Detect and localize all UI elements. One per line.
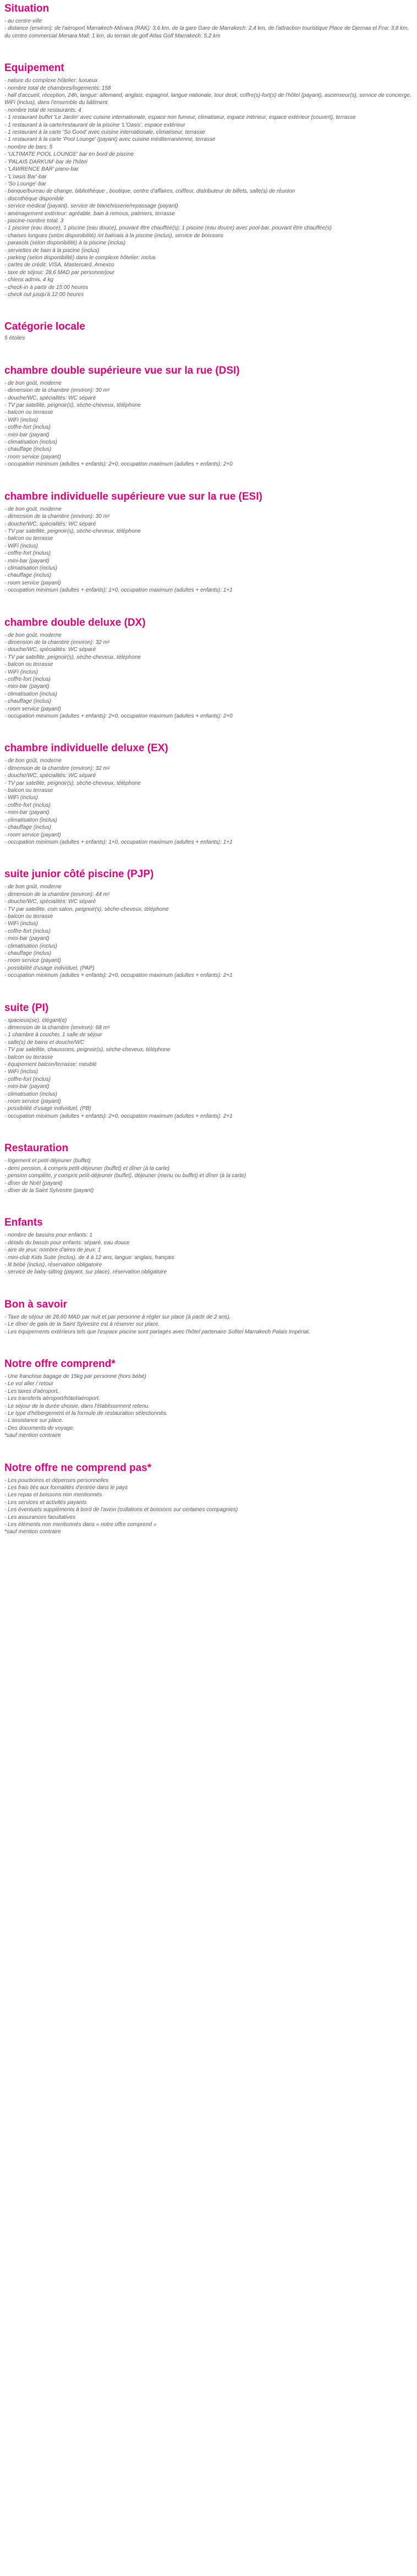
section-title: Situation xyxy=(4,3,50,14)
list-item: - service de baby-sitting (payant, sur place), réservation obligatoire xyxy=(4,1269,167,1276)
list-item: - aire de jeux: nombre d'aires de jeux: 1 xyxy=(4,1247,101,1254)
list-item: - service médical (payant), service de blanchisserie/repassage (payant) xyxy=(4,203,178,210)
list-item: - room service (payant) xyxy=(4,1098,61,1105)
list-item: - WiFi (inclus) xyxy=(4,1069,39,1075)
room-features xyxy=(4,380,413,468)
list-item: - 1 chambre à coucher, 1 salle de séjour xyxy=(4,1032,102,1038)
list-item: - room service (payant) xyxy=(4,705,61,712)
list-item: - Les éventuels suppléments à bord de l'avion (collations et boissons sur certaines compagnies) xyxy=(4,1507,238,1513)
room-section xyxy=(4,364,413,468)
section-title: Enfants xyxy=(4,1217,43,1229)
list-item: - room service (payant) xyxy=(4,453,61,460)
list-item: - 'L'oasis Bar'-bar xyxy=(4,173,47,180)
list-item: - TV par satellite, peignoir(s), sèche-cheveux, téléphone xyxy=(4,402,141,409)
list-item: - coffre-fort (inclus) xyxy=(4,424,51,431)
room-section xyxy=(4,742,413,846)
list-item: - douche/WC, spécialités: WC séparé xyxy=(4,521,96,527)
list-item: - logement et petit-déjeuner (buffet) xyxy=(4,1158,91,1164)
list-item: - Le vol aller / retour xyxy=(4,1381,53,1387)
list-item: - de bon goût, moderne xyxy=(4,506,62,512)
list-item: - nombre de bassins pour enfants: 1 xyxy=(4,1232,93,1239)
list-item: - L'assistance sur place. xyxy=(4,1418,63,1424)
list-item: - 'So Lounge'-bar xyxy=(4,181,47,187)
section-title: Restauration xyxy=(4,1142,69,1155)
list-item: - TV par satellite, peignoir(s), sèche-cheveux, téléphone xyxy=(4,780,141,786)
list-item: - mini-bar (payant) xyxy=(4,936,50,942)
section-bon-a-savoir xyxy=(4,1298,413,1336)
room-title: suite junior côté piscine (PJP) xyxy=(4,868,154,880)
list-item: - coffre-fort (inclus) xyxy=(4,550,51,557)
list-item: - Une franchise bagage de 15kg par personne (hors bébé) xyxy=(4,1373,146,1380)
list-item: - WiFi (inclus) xyxy=(4,795,39,801)
list-item: - dimension de la chambre (environ): 68 m² xyxy=(4,1025,110,1031)
list-item: - chaises longues (selon disponibilité) /et balinais à la piscine (inclus), service de boissons xyxy=(4,232,223,239)
list-item: - Taxe de séjour de 28,60 MAD par nuit et par personne à régler sur place (à partir de 2 ans). xyxy=(4,1314,231,1320)
room-section xyxy=(4,1002,413,1120)
info-list xyxy=(4,77,413,298)
list-item: - nombre total de chambres/logements: 158 xyxy=(4,85,111,91)
section-offre-ne-comprend-pas xyxy=(4,1462,413,1536)
list-item: - balcon ou terrasse xyxy=(4,787,53,794)
list-item: - 1 restaurant buffet 'Le Jardin' avec cuisine internationale, espace non fumeur, climatiseur, espace intérieur, espace extérieur (couvert), terrasse xyxy=(4,114,356,121)
info-list xyxy=(4,1314,413,1336)
list-item: - climatisation (inclus) xyxy=(4,439,58,446)
list-item: - TV par satellite, peignoir(s), sèche-cheveux, téléphone xyxy=(4,654,141,660)
list-item: - WiFi (inclus) xyxy=(4,543,39,549)
list-item: - balcon ou terrasse xyxy=(4,409,53,416)
list-item: - de bon goût, moderne xyxy=(4,884,62,890)
list-item: - mini-bar (payant) xyxy=(4,431,50,438)
list-item: - cartes de crédit: VISA, Mastercard, Amexco xyxy=(4,262,114,269)
list-item: - coffre-fort (inclus) xyxy=(4,1076,51,1082)
list-item: - mini-bar (payant) xyxy=(4,1084,50,1090)
section-categorie xyxy=(4,320,413,342)
list-item: - room service (payant) xyxy=(4,958,61,964)
list-item: - douche/WC, spécialités: WC séparé xyxy=(4,395,96,401)
list-item: - occupation minimum (adultes + enfants): 2+0, occupation maximum (adultes + enfants): 2+1 xyxy=(4,972,233,979)
list-item: - Les repas et boissons non mentionnés xyxy=(4,1492,102,1498)
list-item: - WiFi (inclus) xyxy=(4,669,39,675)
room-title: chambre individuelle deluxe (EX) xyxy=(4,742,168,754)
list-item: - mini-club Kids Suite (inclus), de 4 à 12 ans, langue: anglais, français xyxy=(4,1254,174,1261)
info-list xyxy=(4,1477,413,1536)
list-item: - climatisation (inclus) xyxy=(4,943,58,949)
list-item: - douche/WC, spécialités: WC séparé xyxy=(4,647,96,653)
list-item: - Le séjour de la durée choisie, dans l'établissement retenu. xyxy=(4,1403,150,1409)
list-item: - occupation minimum (adultes + enfants): 2+0, occupation maximum (adultes + enfants): 2+0 xyxy=(4,461,233,468)
list-item: - occupation minimum (adultes + enfants): 2+0, occupation maximum (adultes + enfants): 2+1 xyxy=(4,1113,233,1119)
list-item: - climatisation (inclus) xyxy=(4,1091,58,1097)
list-item: - coffre-fort (inclus) xyxy=(4,676,51,682)
list-item: - serviettes de bain à la piscine (inclus) xyxy=(4,247,100,254)
list-item: - Les équipements extérieurs tels que l'espace piscine sont partagés avec l'hôtel partenaire Sofitel Marrakech Palais Impérial. xyxy=(4,1328,310,1335)
list-item: - possibilité d'usage individuel, (PB) xyxy=(4,1106,91,1112)
list-item: - au centre-ville xyxy=(4,18,42,24)
list-item: - chauffage (inclus) xyxy=(4,824,52,831)
section-title: Catégorie locale xyxy=(4,321,85,333)
list-item: - check-in à partir de 15:00 heures xyxy=(4,284,89,291)
list-item: - 'LAWRENCE BAR' piano-bar xyxy=(4,166,79,173)
section-title: Notre offre comprend* xyxy=(4,1358,116,1370)
list-item: - dimension de la chambre (environ): 30 m² xyxy=(4,513,110,520)
room-title: chambre individuelle supérieure vue sur la rue (ESI) xyxy=(4,490,262,502)
list-item: - nombre de bars: 5 xyxy=(4,144,53,150)
list-item: - 1 piscine (eau douce), 1 piscine (eau douce), pouvant être chauffée(s); 1 piscine (eau douce) avec pool-bar, pouvant être chauffée(s) xyxy=(4,225,332,232)
list-item: - occupation minimum (adultes + enfants): 1+0, occupation maximum (adultes + enfants): 1+1 xyxy=(4,839,233,845)
room-features xyxy=(4,757,413,846)
list-item: - balcon ou terrasse xyxy=(4,1054,53,1060)
list-item: - Les frais liés aux formalités d'entrée dans le pays xyxy=(4,1485,128,1491)
list-item: - Les assurances facultatives xyxy=(4,1514,75,1521)
list-item: - spacieux(se), élégant(e) xyxy=(4,1017,67,1024)
list-item: - douche/WC, spécialités: WC séparé xyxy=(4,899,96,905)
list-item: - occupation minimum (adultes + enfants): 1+0, occupation maximum (adultes + enfants): 1+1 xyxy=(4,587,233,594)
list-item: - dimension de la chambre (environ): 32 m² xyxy=(4,639,110,646)
list-item: - discothèque disponible xyxy=(4,195,64,202)
room-title: suite (PI) xyxy=(4,1002,49,1014)
list-item: - de bon goût, moderne xyxy=(4,632,62,638)
room-features xyxy=(4,506,413,594)
list-item: - balcon ou terrasse xyxy=(4,661,53,668)
list-item: - climatisation (inclus) xyxy=(4,817,58,823)
list-item: - 'ULTIMATE POOL LOUNGE' bar en bord de piscine xyxy=(4,151,134,158)
list-item: - salle(s) de bains et douche/WC xyxy=(4,1039,85,1046)
list-item: - balcon ou terrasse xyxy=(4,913,53,920)
room-section xyxy=(4,868,413,979)
room-section xyxy=(4,490,413,594)
list-item: - 1 restaurant à la carte/restaurant de la piscine 'L'Oasis', espace extérieur xyxy=(4,122,185,128)
rating-text: 5 étoiles xyxy=(4,335,25,342)
room-list xyxy=(4,364,413,1142)
list-item: - Les éléments non mentionnés dans « notre offre comprend » xyxy=(4,1522,157,1528)
list-item: - distance (environ): de l'aéroport Marrakech-Ménara (RAK): 3,6 km, de la gare Gare de Marrakech: 2,4 km, de l'attraction touristique Place de Djemaa el Fna: 3,8 km, du centre commercial Menara Mall: 1 km, du terrain de golf Atlas Golf Marrakech: 5,2 km xyxy=(4,25,411,39)
list-item: - room service (payant) xyxy=(4,579,61,586)
list-item: - parking (selon disponibilité) dans le complexe hôtelier: inclus xyxy=(4,254,156,261)
list-item: - banque/bureau de change, bibliothèque , boutique, centre d'affaires, coiffeur, distributeur de billets, salle(s) de réunion xyxy=(4,188,295,195)
list-item: - 1 restaurant à la carte 'Pool Lounge' (payant) avec cuisine méditerranéenne, terrasse xyxy=(4,136,216,143)
list-item: - chauffage (inclus) xyxy=(4,446,52,453)
list-item: - dimension de la chambre (environ): 44 m² xyxy=(4,891,110,898)
list-item: - WiFi (inclus) xyxy=(4,417,39,423)
list-item: *sauf mention contraire xyxy=(4,1529,61,1535)
section-enfants xyxy=(4,1216,413,1276)
room-title: chambre double deluxe (DX) xyxy=(4,616,146,628)
list-item: - lit bébé (inclus), réservation obligatoire xyxy=(4,1261,102,1268)
list-item: - climatisation (inclus) xyxy=(4,691,58,697)
list-item: - coffre-fort (inclus) xyxy=(4,802,51,808)
section-equipement xyxy=(4,62,413,298)
list-item: - chauffage (inclus) xyxy=(4,572,52,579)
info-list xyxy=(4,18,413,40)
list-item: - coffre-fort (inclus) xyxy=(4,928,51,934)
list-item: - demi pension, à compris petit-déjeuner (buffet) et dîner (à la carte) xyxy=(4,1165,170,1172)
list-item: - climatisation (inclus) xyxy=(4,565,58,571)
list-item: - Le dîner de gala de la Saint Sylvestre est à réserver sur place. xyxy=(4,1321,160,1328)
room-features xyxy=(4,883,413,979)
list-item: - hall d'accueil, réception, 24h, langue: allemand, anglais, espagnol, langue nationale, tour desk, coffre(s)-fort(s) de l'hôtel (payant), ascenseur(s), service de concierge, WiFi (inclus), dans l'ensemble du bâtiment xyxy=(4,92,413,106)
list-item: - dîner de Noël (payant) xyxy=(4,1180,63,1186)
list-item: - balcon ou terrasse xyxy=(4,535,53,542)
info-list xyxy=(4,1373,413,1440)
list-item: - piscine-nombre total: 3 xyxy=(4,217,64,224)
list-item: - dimension de la chambre (environ): 30 m² xyxy=(4,387,110,394)
list-item: - nature du complexe hôtelier: luxueux xyxy=(4,78,98,84)
list-item: - pension complète, y compris petit-déjeuner (buffet), déjeuner (menu ou buffet) et dîner (à la carte) xyxy=(4,1173,246,1179)
section-situation xyxy=(4,2,413,40)
list-item: - Des documents de voyage. xyxy=(4,1425,75,1431)
list-item: - de bon goût, moderne xyxy=(4,758,62,764)
list-item: - taxe de séjour: 28,6 MAD par personne/jour xyxy=(4,269,115,276)
list-item: - chauffage (inclus) xyxy=(4,698,52,705)
list-item: - WiFi (inclus) xyxy=(4,921,39,927)
list-item: - détails du bassin pour enfants: séparé, eau douce xyxy=(4,1239,130,1246)
list-item: - occupation minimum (adultes + enfants): 2+0, occupation maximum (adultes + enfants): 2+0 xyxy=(4,713,233,720)
list-item: - chiens admis, 4 kg xyxy=(4,277,53,283)
list-item: - Les taxes d'aéroport. xyxy=(4,1388,59,1394)
list-item: - parasols (selon disponibilité) à la piscine (inclus) xyxy=(4,240,126,247)
list-item: - mini-bar (payant) xyxy=(4,810,50,816)
list-item: - équipement balcon/terrasse: meublé xyxy=(4,1062,97,1068)
list-item: - mini-bar (payant) xyxy=(4,683,50,690)
list-item: - room service (payant) xyxy=(4,832,61,838)
list-item: - 'PALAIS DARKUM'-bar de l'hôtel xyxy=(4,158,87,165)
list-item: - TV par satellite, coin salon, peignoir(s), sèche-cheveux, téléphone xyxy=(4,906,169,912)
room-title: chambre double supérieure vue sur la rue (DSI) xyxy=(4,364,240,376)
list-item: - aménagement extérieur: agréable, bain à remous, palmiers, terrasse xyxy=(4,210,175,217)
section-restauration xyxy=(4,1142,413,1194)
section-offre-comprend xyxy=(4,1358,413,1440)
room-features xyxy=(4,1017,413,1120)
list-item: - nombre total de restaurants: 4 xyxy=(4,107,81,113)
section-title: Equipement xyxy=(4,62,64,74)
info-list xyxy=(4,1157,413,1194)
list-item: - douche/WC, spécialités: WC séparé xyxy=(4,773,96,779)
list-item: - possibilité d'usage individuel, (PAP) xyxy=(4,965,95,971)
list-item: - chauffage (inclus) xyxy=(4,950,52,956)
list-item: - de bon goût, moderne xyxy=(4,380,62,386)
list-item: *sauf mention contraire xyxy=(4,1432,61,1439)
list-item: - mini-bar (payant) xyxy=(4,557,50,564)
list-item: - TV par satellite, chaussons, peignoir(s), sèche-cheveux, téléphone xyxy=(4,1047,171,1053)
list-item: - Les transferts aéroport/hôtel/aéroport. xyxy=(4,1396,100,1402)
list-item: - TV par satellite, peignoir(s), sèche-cheveux, téléphone xyxy=(4,528,141,534)
section-title: Notre offre ne comprend pas* xyxy=(4,1462,152,1474)
list-item: - dimension de la chambre (environ): 32 m² xyxy=(4,765,110,772)
list-item: - Le type d'hébergement et la formule de restauration sélectionnés. xyxy=(4,1410,168,1416)
list-item: - Les services et activités payants xyxy=(4,1499,87,1506)
list-item: - dîner de la Saint Sylvestre (payant) xyxy=(4,1187,94,1194)
info-list xyxy=(4,1232,413,1276)
list-item: - Les pourboires et dépenses personnelles xyxy=(4,1477,109,1484)
room-section xyxy=(4,616,413,720)
list-item: - check out jusqu'à 12:00 heures xyxy=(4,292,84,298)
list-item: - 1 restaurant à la carte 'So Good' avec cuisine internationale, climatiseur, terrasse xyxy=(4,129,205,136)
room-features xyxy=(4,632,413,720)
section-title: Bon à savoir xyxy=(4,1298,68,1310)
